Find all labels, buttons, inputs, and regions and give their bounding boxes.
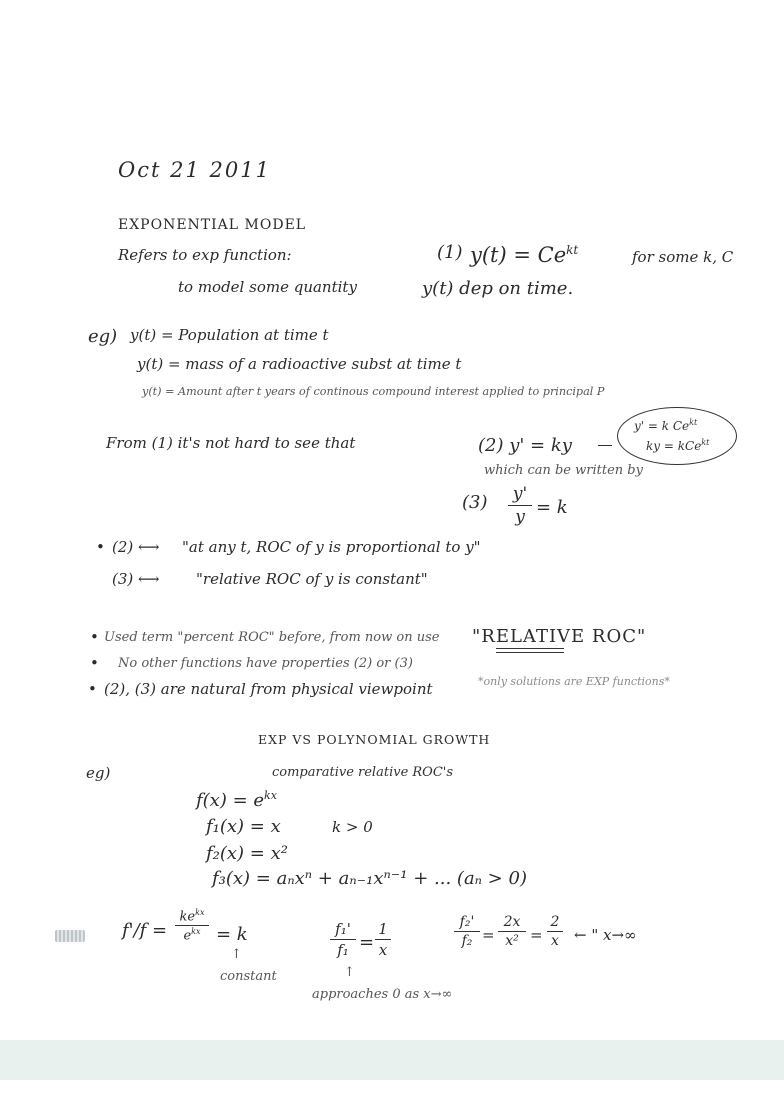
circled-note-line-1 bbox=[634, 418, 697, 433]
relative-roc-underline-1 bbox=[496, 648, 564, 649]
ratio-2-result-denominator: x² bbox=[505, 933, 519, 949]
ratio-1-fraction bbox=[330, 920, 356, 959]
circled-note-line-2-body: ky = kCe bbox=[646, 439, 702, 453]
ratio-2-denominator: f₂ bbox=[461, 933, 473, 949]
ratio-1-equals: = bbox=[359, 932, 375, 953]
equation-3-rhs: = k bbox=[536, 497, 568, 518]
ratio-2-result bbox=[498, 914, 526, 949]
connector-dash bbox=[598, 445, 612, 446]
ratio-2-numerator: f₂' bbox=[454, 914, 480, 932]
ratio-0-lhs: f'/f = bbox=[122, 920, 168, 941]
equation-1 bbox=[470, 244, 578, 266]
ratio-0-note: constant bbox=[220, 969, 277, 984]
refers-to-text: Refers to exp function: bbox=[118, 246, 292, 264]
function-f1: f₁(x) = x bbox=[206, 816, 281, 837]
ratio-2-equals: = bbox=[482, 926, 495, 944]
ratio-2-simplified-numerator: 2 bbox=[547, 914, 563, 932]
circled-note-line-1-exponent: kt bbox=[689, 418, 698, 427]
equation-1-body: y(t) = Ce bbox=[470, 243, 567, 267]
bullet-1-right: "at any t, ROC of y is proportional to y" bbox=[182, 538, 481, 556]
circled-note-line-2-exponent: kt bbox=[701, 438, 710, 447]
ratio-2-equals-2: = bbox=[530, 926, 543, 944]
ratio-0-denominator-exponent: kx bbox=[191, 927, 201, 937]
examples-label-2: eg) bbox=[86, 764, 111, 782]
ratio-0-rhs: = k bbox=[216, 924, 248, 945]
example-amount: y(t) = Amount after t years of continous compound interest applied to principal P bbox=[142, 385, 605, 398]
ratio-0-arrow: ↑ bbox=[231, 947, 242, 962]
ratio-2-tail: ← " x→∞ bbox=[574, 926, 637, 944]
ratio-0-denominator-body: e bbox=[183, 928, 192, 944]
function-f3: f₃(x) = aₙxⁿ + aₙ₋₁xⁿ⁻¹ + ... (aₙ > 0) bbox=[212, 868, 527, 889]
bullet-2-right: "relative ROC of y is constant" bbox=[196, 570, 428, 588]
model-line-tail: y(t) dep on time. bbox=[422, 278, 574, 299]
examples-label: eg) bbox=[88, 326, 118, 347]
bullet-dot: • bbox=[90, 654, 99, 672]
scan-smudge bbox=[55, 930, 85, 942]
bullet-4-text: No other functions have properties (2) or (3) bbox=[118, 656, 413, 671]
bullet-dot: • bbox=[88, 680, 97, 698]
section-heading: EXPONENTIAL MODEL bbox=[118, 217, 307, 233]
ratio-1-result-numerator: 1 bbox=[375, 920, 391, 940]
scan-background bbox=[0, 1040, 784, 1080]
function-f-exponent: kx bbox=[264, 789, 277, 802]
model-line: to model some quantity bbox=[178, 278, 357, 296]
ratio-1-numerator: f₁' bbox=[330, 920, 356, 940]
function-f bbox=[196, 790, 277, 810]
ratio-2-simplified-denominator: x bbox=[551, 933, 559, 949]
equation-1-tail: for some k, C bbox=[632, 248, 734, 266]
bullet-5-text: (2), (3) are natural from physical viewpoint bbox=[104, 680, 433, 698]
bullet-1-left: (2) ⟷ bbox=[112, 538, 160, 556]
ratio-0-numerator bbox=[175, 908, 209, 926]
example-mass: y(t) = mass of a radioactive subst at time t bbox=[137, 355, 462, 373]
equation-2: (2) y' = ky bbox=[478, 435, 572, 456]
ratio-1-arrow: ↑ bbox=[344, 965, 355, 980]
ratio-1-note: approaches 0 as x→∞ bbox=[312, 987, 453, 1002]
equation-1-label: (1) bbox=[437, 242, 463, 263]
relative-roc-underline-2 bbox=[496, 652, 564, 653]
equation-3-label: (3) bbox=[462, 492, 488, 513]
ratio-0-fraction bbox=[175, 908, 209, 944]
growth-title: EXP VS POLYNOMIAL GROWTH bbox=[258, 732, 491, 747]
ratio-1-result-denominator: x bbox=[378, 941, 388, 959]
equation-3-fraction bbox=[508, 484, 532, 527]
growth-subtitle: comparative relative ROC's bbox=[272, 765, 454, 780]
bullet-5-note: *only solutions are EXP functions* bbox=[478, 675, 670, 688]
example-population: y(t) = Population at time t bbox=[130, 326, 329, 344]
ratio-0-numerator-body: ke bbox=[179, 909, 196, 925]
ratio-0-denominator bbox=[175, 926, 209, 943]
ratio-2-simplified bbox=[547, 914, 563, 949]
equation-3-numerator: y' bbox=[508, 484, 532, 506]
bullet-dot: • bbox=[90, 628, 99, 646]
circled-note-line-2 bbox=[646, 438, 709, 453]
ratio-2-fraction bbox=[454, 914, 480, 949]
from-text: From (1) it's not hard to see that bbox=[106, 434, 356, 452]
relative-roc-term: "RELATIVE ROC" bbox=[472, 626, 647, 647]
equation-1-exponent: kt bbox=[566, 243, 579, 257]
equation-3-denominator: y bbox=[515, 507, 525, 527]
function-f-body: f(x) = e bbox=[196, 790, 265, 811]
circled-note bbox=[617, 407, 737, 465]
circled-note-line-1-body: y' = k Ce bbox=[634, 419, 690, 433]
ratio-1-result bbox=[375, 920, 391, 959]
bullet-dot: • bbox=[96, 538, 105, 556]
bullet-3-text: Used term "percent ROC" before, from now on use bbox=[104, 630, 440, 645]
which-text: which can be written by bbox=[484, 463, 643, 478]
bullet-2-left: (3) ⟷ bbox=[112, 570, 160, 588]
k-condition: k > 0 bbox=[332, 818, 373, 836]
date-heading: Oct 21 2011 bbox=[118, 158, 271, 182]
function-f2: f₂(x) = x² bbox=[206, 843, 288, 864]
ratio-1-denominator: f₁ bbox=[337, 941, 349, 959]
ratio-0-numerator-exponent: kx bbox=[195, 908, 205, 917]
ratio-2-result-numerator: 2x bbox=[498, 914, 526, 932]
